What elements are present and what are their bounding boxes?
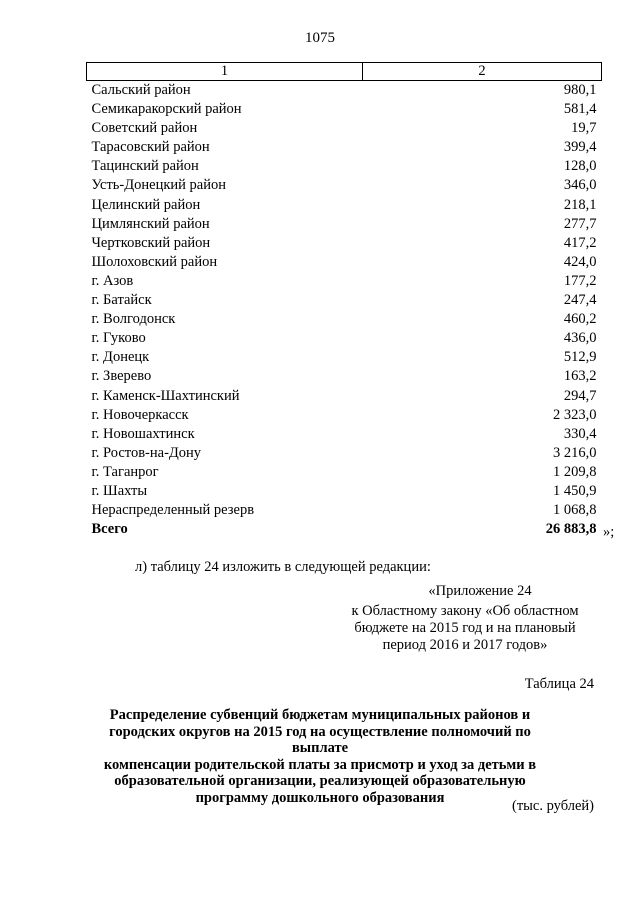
- closing-quote-mark: »;: [603, 524, 615, 540]
- table-label: Таблица 24: [524, 676, 594, 692]
- budget-table: [86, 62, 602, 539]
- row-value: 346,0: [563, 177, 597, 194]
- row-value: 512,9: [563, 349, 597, 366]
- table-row: [87, 157, 602, 176]
- row-name: г. Шахты: [91, 482, 148, 499]
- table-row: [87, 367, 602, 386]
- row-name: г. Азов: [91, 272, 134, 289]
- row-value: 177,2: [563, 272, 597, 289]
- table-row: [87, 387, 602, 406]
- row-value: 436,0: [563, 330, 597, 347]
- table-body: [87, 81, 602, 540]
- table-row: [87, 176, 602, 195]
- table-row: [87, 444, 602, 463]
- table-row: [87, 463, 602, 482]
- row-value: 128,0: [563, 158, 597, 175]
- row-name: г. Гуково: [91, 330, 146, 347]
- table-header-row: [87, 63, 602, 81]
- row-value: 218,1: [563, 196, 597, 213]
- table-row: [87, 234, 602, 253]
- row-value: 1 209,8: [553, 463, 597, 480]
- row-name: г. Волгодонск: [91, 311, 176, 328]
- table-row: [87, 272, 602, 291]
- heading-line-5: программу дошкольного образования: [195, 789, 445, 806]
- table-row: [87, 138, 602, 157]
- total-row: [87, 520, 602, 539]
- table-row: [87, 196, 602, 215]
- heading-line-2: городских округов на 2015 год на осуществление полномочий по выплате: [109, 723, 531, 756]
- row-name: Тацинский район: [91, 158, 199, 175]
- appendix-line-1: «Приложение 24: [428, 583, 532, 599]
- heading-line-1: Распределение субвенций бюджетам муниципальных районов и: [109, 707, 531, 723]
- row-value: 581,4: [563, 101, 597, 118]
- row-name: г. Батайск: [91, 292, 152, 309]
- table-row: [87, 425, 602, 444]
- row-name: г. Донецк: [91, 349, 150, 366]
- row-name: г. Зверево: [91, 368, 152, 385]
- appendix-line-2: к Областному закону «Об областном: [351, 603, 579, 619]
- table-row: [87, 482, 602, 501]
- row-name: г. Новошахтинск: [91, 425, 195, 442]
- row-value: 1 450,9: [553, 482, 597, 499]
- table-row: [87, 81, 602, 101]
- table-row: [87, 501, 602, 520]
- row-value: 3 216,0: [553, 444, 597, 461]
- row-name: Чертковский район: [91, 234, 211, 251]
- heading-line-3: компенсации родительской платы за присмотр и уход за детьми в: [103, 756, 537, 773]
- instruction-text: л) таблицу 24 изложить в следующей редакции:: [135, 559, 431, 575]
- appendix-line-4: период 2016 и 2017 годов»: [382, 637, 548, 653]
- row-value: 460,2: [563, 311, 597, 328]
- table-row: [87, 291, 602, 310]
- row-name: Целинский район: [91, 196, 201, 213]
- row-name: Тарасовский район: [91, 139, 210, 156]
- row-value: 19,7: [571, 120, 597, 137]
- table-row: [87, 100, 602, 119]
- total-value: 26 883,8: [545, 521, 597, 538]
- row-name: Семикаракорский район: [91, 101, 242, 118]
- row-value: 294,7: [563, 387, 597, 404]
- row-value: 399,4: [563, 139, 597, 156]
- row-name: г. Каменск-Шахтинский: [91, 387, 240, 404]
- row-value: 330,4: [563, 425, 597, 442]
- heading-line-4: образовательной организации, реализующей образовательную: [114, 773, 526, 789]
- table-row: [87, 310, 602, 329]
- table-row: [87, 329, 602, 348]
- row-value: 2 323,0: [553, 406, 597, 423]
- table-row: [87, 348, 602, 367]
- table-row: [87, 406, 602, 425]
- row-name: Нераспределенный резерв: [91, 502, 255, 519]
- page-number: 1075: [305, 30, 335, 46]
- row-name: г. Таганрог: [91, 463, 159, 480]
- row-value: 980,1: [563, 82, 597, 98]
- appendix-line-3: бюджете на 2015 год и на плановый: [354, 620, 576, 636]
- table-row: [87, 253, 602, 272]
- row-name: Усть-Донецкий район: [91, 177, 226, 194]
- section-heading: [100, 707, 540, 806]
- row-name: Шолоховский район: [91, 253, 218, 270]
- row-value: 424,0: [563, 253, 597, 270]
- column-header-2: 2: [363, 63, 602, 81]
- row-value: 417,2: [563, 234, 597, 251]
- budget-table-container: [86, 62, 601, 539]
- row-value: 163,2: [563, 368, 597, 385]
- row-value: 247,4: [563, 292, 597, 309]
- row-name: Советский район: [91, 120, 198, 137]
- row-name: г. Новочеркасск: [91, 406, 189, 423]
- row-name: Сальский район: [91, 82, 191, 98]
- table-row: [87, 215, 602, 234]
- table-row: [87, 119, 602, 138]
- unit-label: (тыс. рублей): [512, 798, 594, 814]
- row-name: г. Ростов-на-Дону: [91, 444, 202, 461]
- row-name: Цимлянский район: [91, 215, 210, 232]
- total-label: Всего: [91, 521, 128, 538]
- row-value: 1 068,8: [553, 502, 597, 519]
- column-header-1: 1: [87, 63, 363, 81]
- row-value: 277,7: [563, 215, 597, 232]
- appendix-caption: [330, 583, 600, 654]
